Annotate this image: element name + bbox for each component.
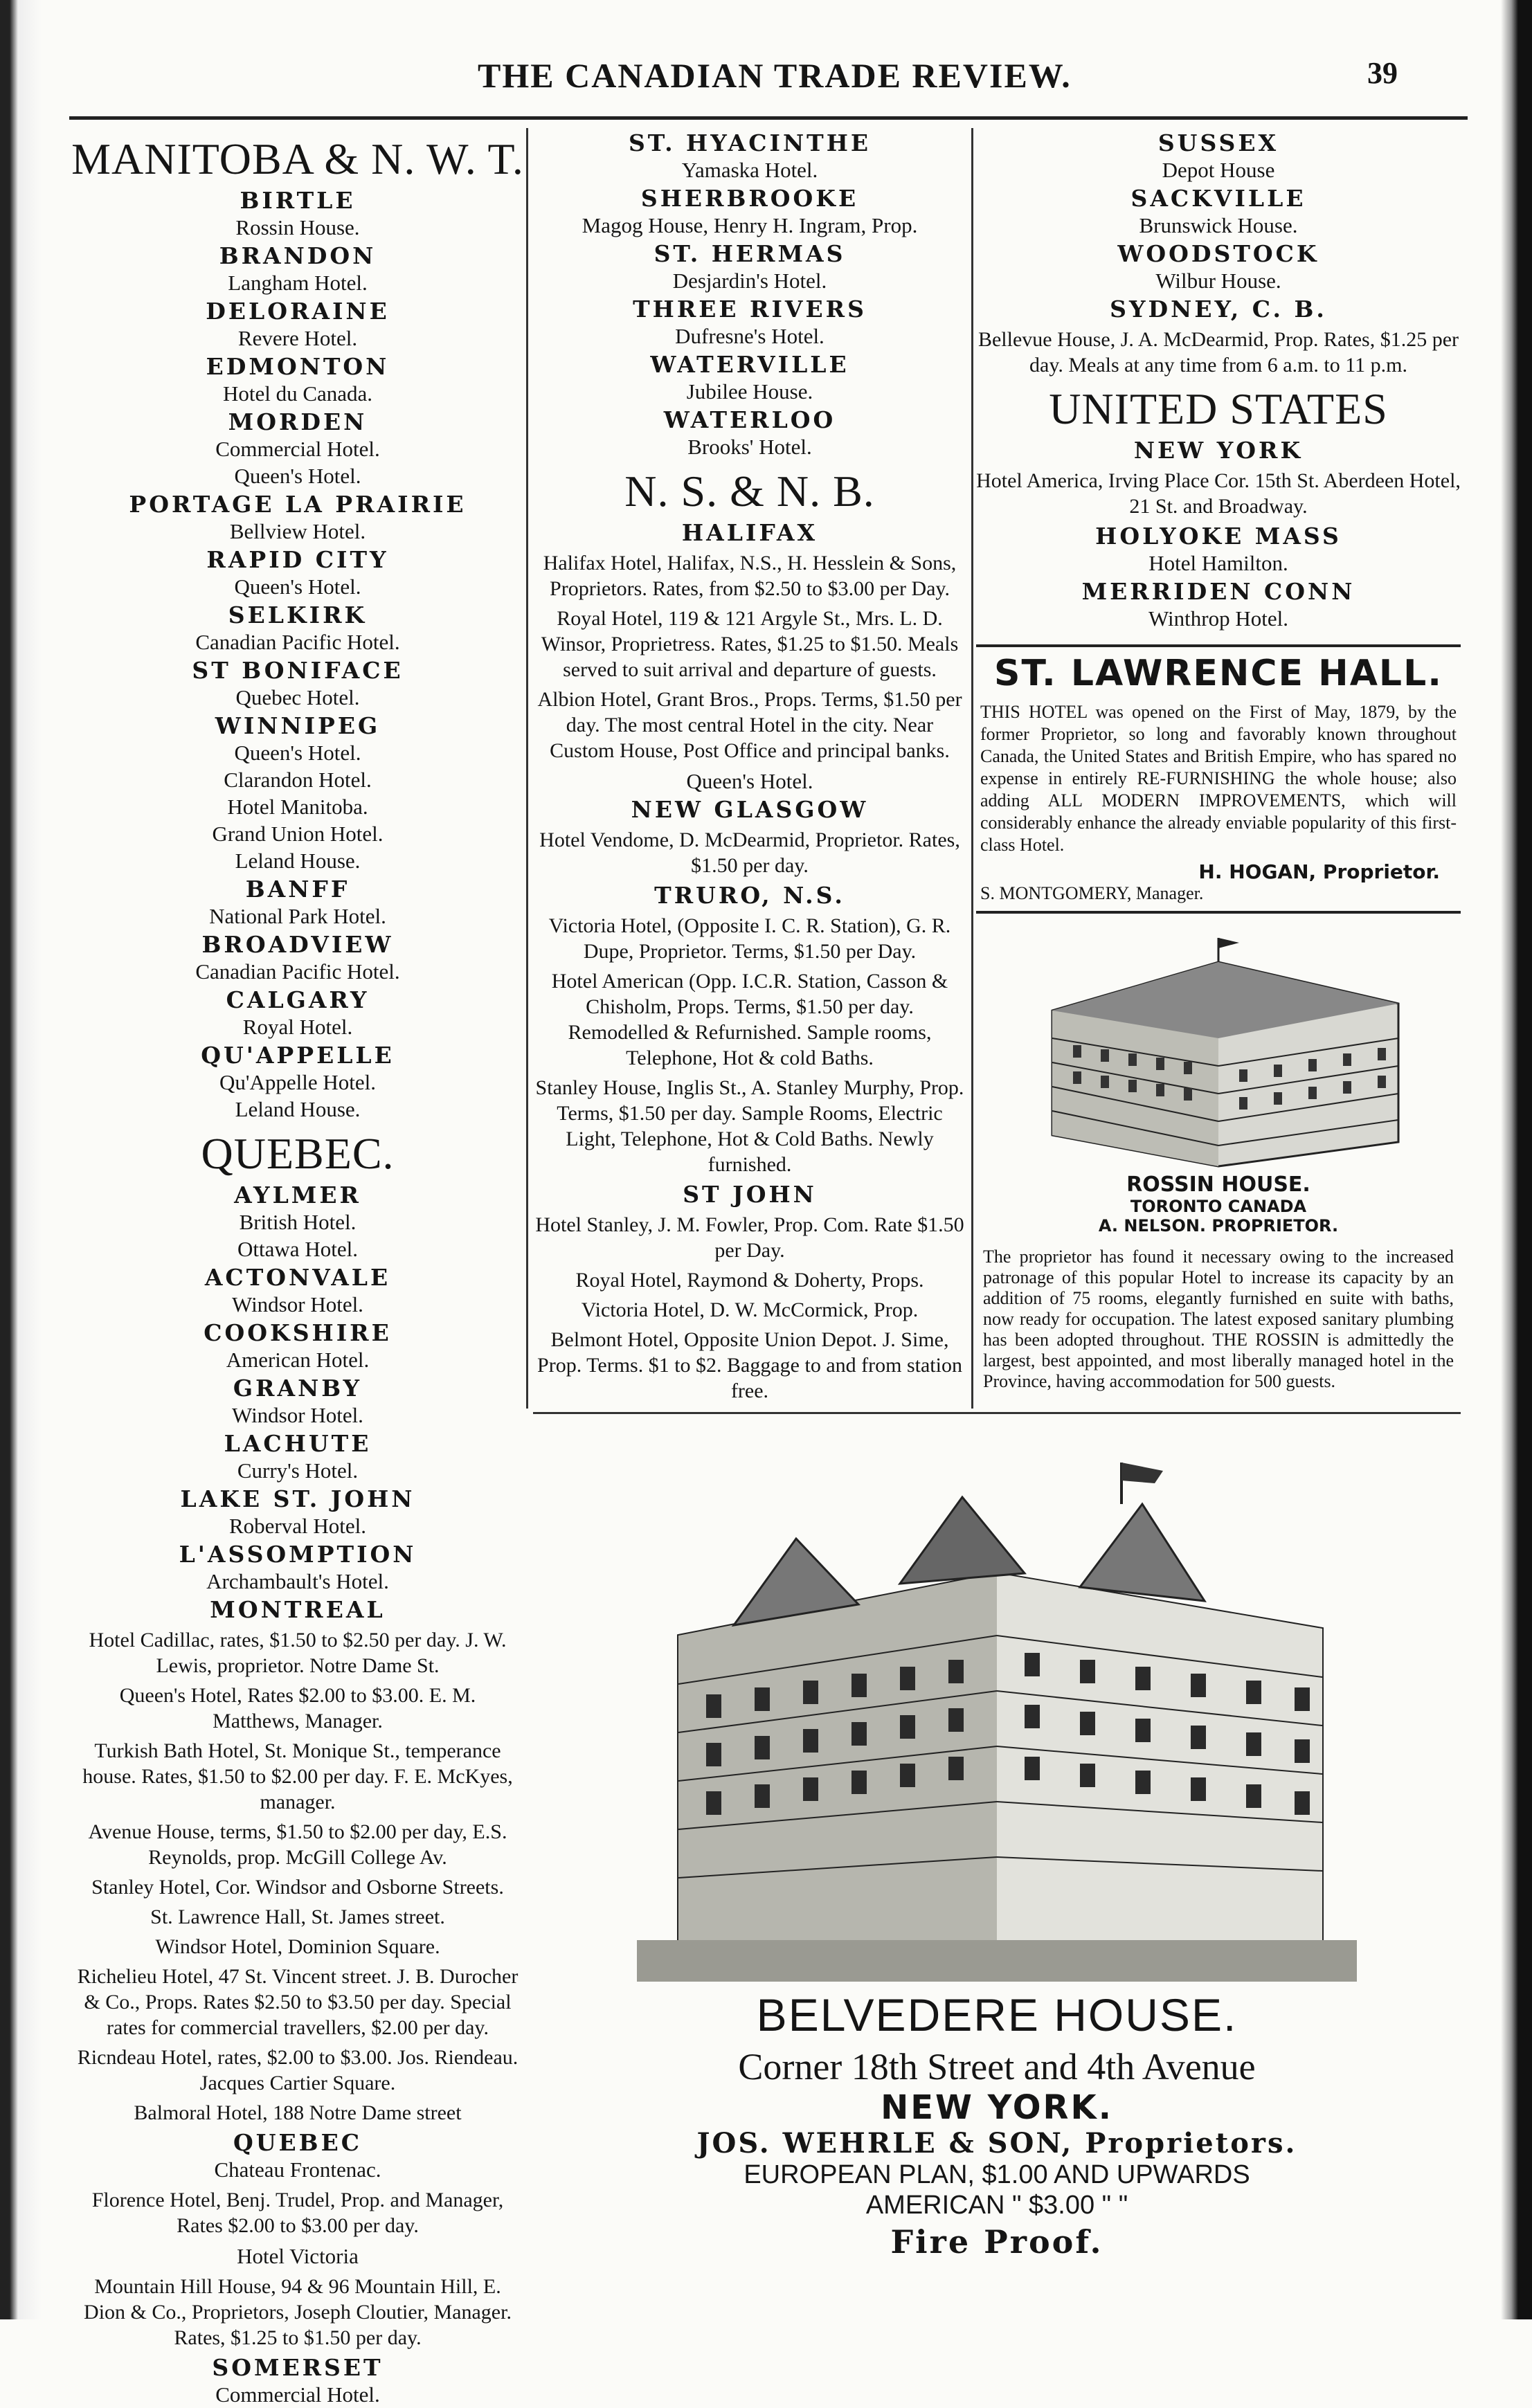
hotel-entry: Archambault's Hotel. [206, 1569, 389, 1593]
column-left [69, 128, 526, 2408]
city-heading: QUEBEC [233, 2129, 362, 2156]
city-heading: SACKVILLE [1130, 185, 1306, 212]
listing-paragraph: Queen's Hotel, Rates $2.00 to $3.00. E. M. Matthews, Manager. [119, 1684, 476, 1732]
listing-paragraph: Bellevue House, J. A. McDearmid, Prop. Rates, $1.25 per day. Meals at any time from 6 a.m. to 11 p.m. [977, 328, 1459, 377]
hotel-entry: Qu'Appelle Hotel. [219, 1070, 376, 1094]
hotel-entry: Depot House [1162, 158, 1275, 182]
ad-title: ST. LAWRENCE HALL. [994, 653, 1443, 694]
listing-paragraph: Mountain Hill House, 94 & 96 Mountain Hill, E. Dion & Co., Proprietors, Joseph Cloutier, Manager. Rates, $1.25 to $1.50 per day. [84, 2275, 512, 2349]
belvedere-rate-american: AMERICAN " $3.00 " " [865, 2191, 1128, 2220]
listing-paragraph: Hotel America, Irving Place Cor. 15th St. Aberdeen Hotel, 21 St. and Broadway. [976, 469, 1461, 518]
city-heading: L'ASSOMPTION [179, 1541, 417, 1568]
hotel-entry: American Hotel. [226, 1348, 370, 1372]
city-heading: MONTREAL [210, 1596, 386, 1623]
rossin-city: TORONTO CANADA [1130, 1197, 1307, 1216]
hotel-entry: Chateau Frontenac. [214, 2157, 381, 2182]
hotel-entry: Grand Union Hotel. [212, 822, 384, 846]
column-middle [526, 128, 973, 1409]
scan-edge-left [0, 0, 42, 2319]
belvedere-proprietors: JOS. WEHRLE & SON, Proprietors. [696, 2127, 1297, 2160]
city-heading: THREE RIVERS [633, 296, 867, 323]
listing-paragraph: Turkish Bath Hotel, St. Monique St., temperance house. Rates, $1.50 to $2.00 per day. F. E. McKyes, manager. [82, 1739, 513, 1813]
st-lawrence-hall-ad [976, 644, 1461, 914]
listing-paragraph: Halifax Hotel, Halifax, N.S., H. Hesslein & Sons, Proprietors. Rates, from $2.50 to $3.00 per Day. [543, 552, 957, 600]
hotel-entry: Brunswick House. [1139, 213, 1298, 237]
listing-paragraph: Ricndeau Hotel, rates, $2.00 to $3.00. Jos. Riendeau. Jacques Cartier Square. [77, 2046, 519, 2094]
city-heading: SHERBROOKE [640, 185, 859, 212]
city-heading: SUSSEX [1157, 129, 1279, 156]
hotel-entry: Desjardin's Hotel. [672, 269, 827, 293]
hotel-entry: Canadian Pacific Hotel. [195, 959, 400, 984]
hotel-entry: Windsor Hotel. [232, 1292, 363, 1316]
header-rule [69, 116, 1468, 120]
city-heading: WOODSTOCK [1117, 240, 1319, 267]
ad-body: THIS HOTEL was opened on the First of May, 1879, by the former Proprietor, so long and favorably known throughout Canada, the United States and British Empire, who has spared no expense in entirely RE-FURNISHING the whole house; also adding ALL MODERN IMPROVEMENTS, which will considerably enhance the already enviable popularity of this first-class Hotel. [980, 702, 1457, 855]
listing-paragraph: Hotel American (Opp. I.C.R. Station, Casson & Chisholm, Props. Terms, $1.50 per day. Remodelled & Refurnished. Sample rooms, Telephone, Hot & cold Baths. [551, 970, 948, 1069]
hotel-entry: Windsor Hotel. [232, 1403, 363, 1427]
city-heading: QU'APPELLE [201, 1042, 395, 1069]
belvedere-title: BELVEDERE HOUSE. [756, 1989, 1238, 2040]
city-heading: NEW GLASGOW [631, 796, 869, 823]
hotel-entry: Queen's Hotel. [234, 741, 361, 765]
region-heading: N. S. & N. B. [624, 467, 875, 516]
hotel-entry: Brooks' Hotel. [687, 435, 812, 459]
listing-paragraph: Victoria Hotel, (Opposite I. C. R. Station), G. R. Dupe, Proprietor. Terms, $1.50 per Day. [548, 914, 951, 963]
city-heading: PORTAGE LA PRAIRIE [129, 491, 467, 518]
page-number: 39 [1367, 56, 1398, 90]
listing-paragraph: Avenue House, terms, $1.50 to $2.00 per day, E.S. Reynolds, prop. McGill College Av. [88, 1820, 507, 1869]
listing-paragraph: Florence Hotel, Benj. Trudel, Prop. and Manager, Rates $2.00 to $3.00 per day. [91, 2189, 504, 2237]
city-heading: SYDNEY, C. B. [1110, 296, 1327, 323]
column-right [969, 128, 1468, 1392]
listing-paragraph: Balmoral Hotel, 188 Notre Dame street [134, 2101, 462, 2124]
rossin-body: The proprietor has found it necessary owing to the increased patronage of this popular Hotel to increase its capacity by an addition of 75 rooms, elegantly furnished en suite with baths, now ready for occupation. The latest exposed sanitary plumbing has been adopted throughout. THE ROSSIN is admittedly the largest, best appointed, and most liberally managed hotel in the Province, having accommodation for 500 guests. [983, 1247, 1454, 1391]
city-heading: GRANBY [233, 1375, 363, 1402]
city-heading: ST BONIFACE [192, 657, 404, 684]
hotel-entry: Yamaska Hotel. [681, 158, 818, 182]
city-heading: WATERVILLE [650, 351, 849, 378]
belvedere-city: NEW YORK. [881, 2088, 1113, 2127]
listing-paragraph: Royal Hotel, Raymond & Doherty, Props. [575, 1269, 924, 1292]
city-heading: ST. HYACINTHE [628, 129, 872, 156]
hotel-entry: Hotel Manitoba. [227, 795, 368, 819]
city-heading: RAPID CITY [206, 546, 389, 573]
city-heading: MORDEN [228, 408, 368, 435]
hotel-entry: Roberval Hotel. [228, 1514, 366, 1538]
hotel-entry: Bellview Hotel. [229, 519, 366, 543]
region-heading: UNITED STATES [1049, 384, 1388, 433]
hotel-entry: Curry's Hotel. [237, 1458, 359, 1483]
hotel-entry: Commercial Hotel. [215, 437, 380, 461]
city-heading: LACHUTE [224, 1430, 372, 1457]
listing-paragraph: Victoria Hotel, D. W. McCormick, Prop. [581, 1298, 919, 1321]
hotel-entry: Revere Hotel. [237, 326, 358, 350]
listing-paragraph: Hotel Vendome, D. McDearmid, Proprietor. Rates, $1.50 per day. [539, 829, 960, 877]
hotel-entry: Rossin House. [235, 215, 360, 239]
city-heading: ST. HERMAS [654, 240, 846, 267]
city-heading: TRURO, N.S. [654, 882, 845, 909]
hotel-entry: Hotel du Canada. [222, 381, 373, 406]
region-heading: QUEBEC. [201, 1129, 395, 1178]
city-heading: BROADVIEW [201, 931, 394, 958]
scan-edge-right [1501, 0, 1532, 2319]
hotel-entry: Royal Hotel. [242, 1015, 353, 1039]
hotel-entry: Magog House, Henry H. Ingram, Prop. [582, 213, 918, 237]
city-heading: WINNIPEG [215, 712, 381, 739]
city-heading: ST JOHN [683, 1181, 817, 1208]
hotel-entry: Queen's Hotel. [686, 769, 813, 793]
belvedere-rate-european: EUROPEAN PLAN, $1.00 AND UPWARDS [744, 2160, 1250, 2189]
hotel-entry: Ottawa Hotel. [237, 1237, 358, 1261]
listing-paragraph: Hotel Stanley, J. M. Fowler, Prop. Com. Rate $1.50 per Day. [535, 1213, 964, 1262]
hotel-entry: Queen's Hotel. [234, 464, 361, 488]
listing-paragraph: Windsor Hotel, Dominion Square. [155, 1935, 440, 1958]
rossin-proprietor: A. NELSON. PROPRIETOR. [1098, 1216, 1339, 1235]
ad-manager: S. MONTGOMERY, Manager. [980, 883, 1204, 903]
hotel-entry: Hotel Victoria [237, 2244, 359, 2268]
hotel-entry: Winthrop Hotel. [1148, 606, 1288, 631]
rossin-house-engraving [1011, 934, 1426, 1170]
city-heading: BIRTLE [240, 187, 356, 214]
hotel-entry: Leland House. [235, 1097, 361, 1121]
hotel-entry: National Park Hotel. [209, 904, 386, 928]
city-heading: DELORAINE [206, 298, 390, 325]
city-heading: SELKIRK [228, 601, 368, 628]
belvedere-house-engraving [637, 1456, 1357, 1982]
listing-paragraph: Stanley House, Inglis St., A. Stanley Murphy, Prop. Terms, $1.50 per day. Sample Rooms, Electric Light, Telephone, Hot & Cold Baths. Newly furnished. [535, 1076, 964, 1176]
region-heading: MANITOBA & N. W. T. [71, 134, 524, 183]
hotel-entry: Jubilee House. [686, 379, 813, 404]
city-heading: EDMONTON [206, 353, 390, 380]
city-heading: ACTONVALE [204, 1264, 391, 1291]
hotel-entry: British Hotel. [239, 1210, 357, 1234]
hotel-entry: Langham Hotel. [228, 271, 368, 295]
city-heading: SOMERSET [212, 2354, 384, 2381]
running-title: THE CANADIAN TRADE REVIEW. [478, 56, 1072, 95]
hotel-entry: Queen's Hotel. [234, 574, 361, 599]
belvedere-address: Corner 18th Street and 4th Avenue [738, 2046, 1256, 2088]
city-heading: BRANDON [219, 242, 377, 269]
ad-proprietor: H. HOGAN, Proprietor. [1198, 860, 1440, 883]
city-heading: HOLYOKE MASS [1095, 523, 1342, 550]
city-heading: NEW YORK [1133, 437, 1304, 464]
hotel-entry: Canadian Pacific Hotel. [195, 630, 400, 654]
city-heading: AYLMER [234, 1182, 361, 1208]
city-heading: MERRIDEN CONN [1081, 578, 1355, 605]
city-heading: BANFF [245, 876, 350, 903]
listing-paragraph: St. Lawrence Hall, St. James street. [150, 1905, 445, 1928]
hotel-entry: Hotel Hamilton. [1148, 551, 1288, 575]
city-heading: COOKSHIRE [204, 1319, 392, 1346]
page-header [0, 55, 1532, 111]
city-heading: WATERLOO [663, 406, 836, 433]
belvedere-house-ad [533, 1412, 1461, 2261]
hotel-entry: Wilbur House. [1155, 269, 1281, 293]
rossin-title: ROSSIN HOUSE. [1126, 1173, 1310, 1197]
listing-paragraph: Royal Hotel, 119 & 121 Argyle St., Mrs. L. D. Winsor, Proprietress. Rates, $1.25 to $1.50. Meals served to suit arrival and departure of guests. [541, 607, 959, 681]
city-heading: HALIFAX [681, 519, 818, 546]
belvedere-fireproof: Fire Proof. [890, 2223, 1103, 2261]
listing-paragraph: Belmont Hotel, Opposite Union Depot. J. Sime, Prop. Terms. $1 to $2. Baggage to and from station free. [537, 1328, 962, 1402]
city-heading: LAKE ST. JOHN [180, 1485, 415, 1512]
hotel-entry: Dufresne's Hotel. [675, 324, 824, 348]
listing-paragraph: Richelieu Hotel, 47 St. Vincent street. J. B. Durocher & Co., Props. Rates $2.50 to $3.50 per day. Special rates for commercial travellers, $2.00 per day. [77, 1965, 519, 2039]
listing-paragraph: Albion Hotel, Grant Bros., Props. Terms, $1.50 per day. The most central Hotel in the city. Near Custom House, Post Office and principal banks. [537, 688, 962, 762]
hotel-entry: Quebec Hotel. [235, 685, 360, 709]
listing-paragraph: Stanley Hotel, Cor. Windsor and Osborne Streets. [91, 1876, 504, 1899]
hotel-entry: Clarandon Hotel. [224, 768, 372, 792]
listing-paragraph: Hotel Cadillac, rates, $1.50 to $2.50 per day. J. W. Lewis, proprietor. Notre Dame St. [89, 1629, 507, 1677]
hotel-entry: Leland House. [235, 849, 361, 873]
hotel-entry: Commercial Hotel. [215, 2382, 380, 2407]
city-heading: CALGARY [226, 986, 370, 1013]
right-listings [969, 130, 1468, 632]
